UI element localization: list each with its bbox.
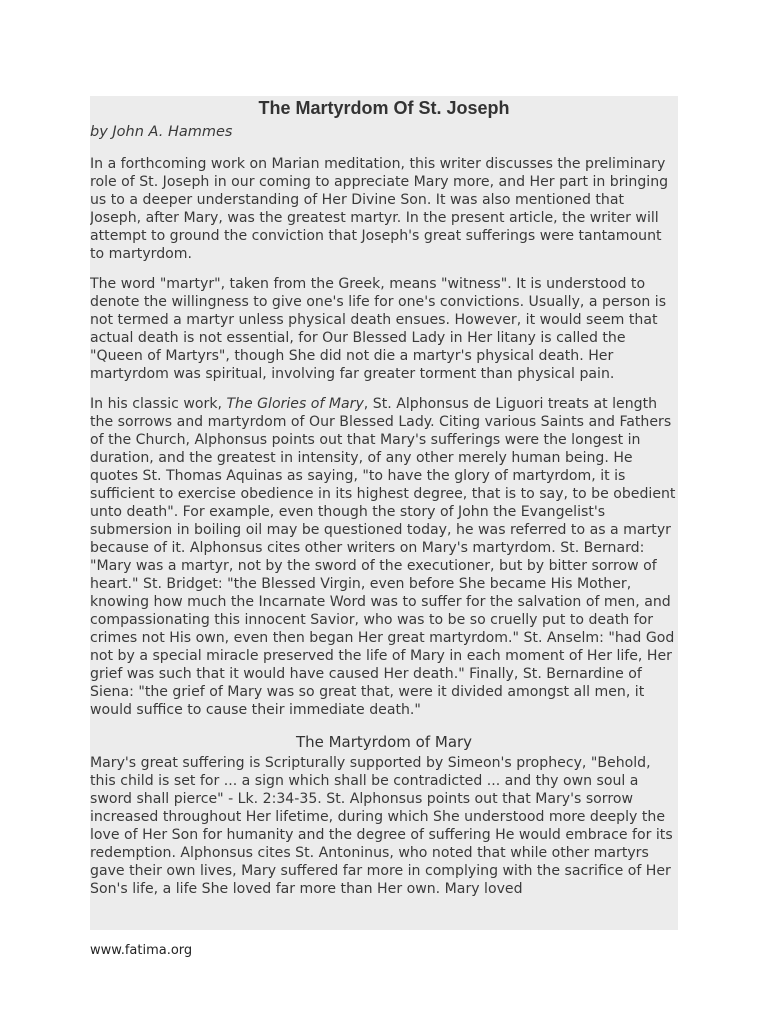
paragraph-1: In a forthcoming work on Marian meditation, this writer discusses the preliminary role of St. Joseph in our coming to appreciate Mary more, and Her part in bringing us to a deeper understanding of Her Divine Son. It was also mentioned that Joseph, after Mary, was the greatest martyr. In the present article, the writer will attempt to ground the conviction that Joseph's great sufferings were tantamount to martyrdom. [90,156,669,262]
article-content [90,96,678,898]
paragraph-3-rest: , St. Alphonsus de Liguori treats at length the sorrows and martyrdom of Our Blessed Lady. Citing various Saints and Fathers of the Church, Alphonsus points out that Mary's sufferings were the longest in duration, and the greatest in intensity, of any other merely human being. He quotes St. Thomas Aquinas as saying, "to have the glory of martyrdom, it is sufficient to exercise obedience in its highest degree, that is to say, to be obedient unto death". For example, even though the story of John the Evangelist's submersion in boiling oil may be questioned today, he was referred to as a martyr because of it. Alphonsus cites other writers on Mary's martyrdom. St. Bernard: "Mary was a martyr, not by the sword of the executioner, but by bitter sorrow of heart." St. Bridget: "the Blessed Virgin, even before She became His Mother, knowing how much the Incarnate Word was to suffer for the salvation of men, and compassionating this innocent Savior, who was to be so cruelly put to death for crimes not His own, even then began Her great martyrdom." St. Anselm: "had God not by a special miracle preserved the life of Mary in each moment of Her life, Her grief was such that it would have caused Her death." Finally, St. Bernardine of Siena: "the grief of Mary was so great that, were it divided amongst all men, it would suffice to cause their immediate death." [90,396,676,718]
document-page [90,96,678,930]
paragraph-3-lead: In his classic work, [90,396,227,412]
paragraph-2: The word "martyr", taken from the Greek, means "witness". It is understood to denote the willingness to give one's life for one's convictions. Usually, a person is not termed a martyr unless physical death ensues. However, it would seem that actual death is not essential, for Our Blessed Lady in Her litany is called the "Queen of Martyrs", though She did not die a martyr's physical death. Her martyrdom was spiritual, involving far greater torment than physical pain. [90,276,667,382]
paragraph-3 [90,395,678,719]
article-title: The Martyrdom Of St. Joseph [258,98,510,118]
article-byline: by John A. Hammes [90,124,233,140]
book-title: The Glories of Mary [226,396,364,412]
section-paragraph: Mary's great suffering is Scripturally supported by Simeon's prophecy, "Behold, this child is set for ... a sign which shall be contradicted ... and thy own soul a sword shall pierce" - Lk. 2:34-35. St. Alphonsus points out that Mary's sorrow increased throughout Her lifetime, during which She understood more deeply the love of Her Son for humanity and the degree of suffering He would embrace for its redemption. Alphonsus cites St. Antoninus, who noted that while other martyrs gave their own lives, Mary suffered far more in complying with the sacrifice of Her Son's life, a life She loved far more than Her own. Mary loved [90,755,673,897]
source-url: www.fatima.org [90,943,193,958]
section-heading: The Martyrdom of Mary [295,733,473,751]
